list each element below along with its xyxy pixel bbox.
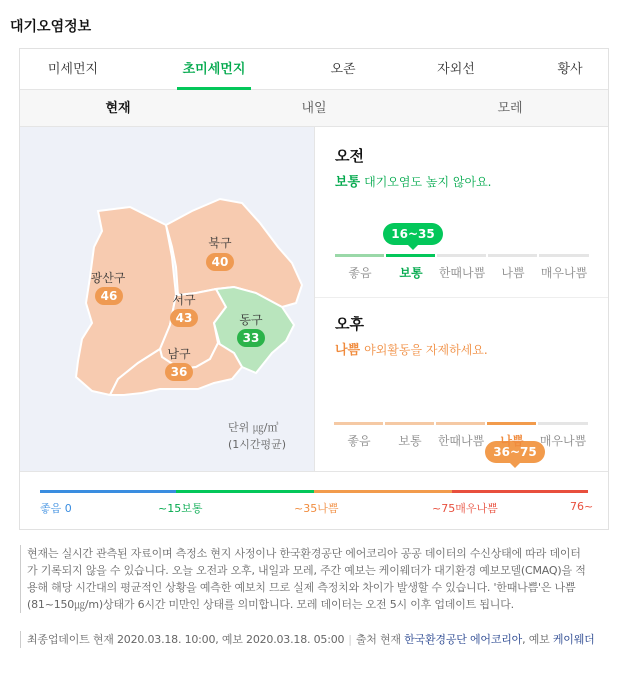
legend-label-bad: ~35나쁨 — [294, 502, 339, 515]
pm-status-line — [335, 339, 488, 358]
unit-average-label: (1시간평균) — [228, 438, 287, 451]
district-value-nam: 36 — [165, 363, 193, 381]
legend-label-max: 76~ — [570, 500, 594, 513]
legend-label-normal: ~15보통 — [158, 502, 203, 515]
am-label-brief-bad: 한때나쁨 — [438, 266, 486, 280]
am-scale — [335, 254, 589, 284]
am-label-normal: 보통 — [399, 266, 423, 280]
pm-seg-bad — [487, 422, 536, 425]
am-pm-divider — [315, 297, 608, 298]
pm-range-pill: 36~75 — [485, 441, 545, 463]
time-subtabs — [20, 90, 608, 127]
pm-seg-very-bad — [538, 422, 588, 425]
district-value-buk: 40 — [206, 253, 234, 271]
source-mid: , 예보 — [522, 633, 550, 646]
page-title: 대기오염정보 — [10, 19, 92, 35]
district-name-buk: 북구 — [208, 236, 232, 250]
source-link-airkorea[interactable]: 한국환경공단 에어코리아 — [404, 633, 523, 646]
pm-status-desc: 야외활동을 자제하세요. — [364, 343, 488, 357]
pm-seg-good — [334, 422, 383, 425]
source-prefix: 출처 현재 — [355, 633, 401, 646]
district-value-dong: 33 — [237, 329, 265, 347]
am-label-very-bad: 매우나쁨 — [540, 266, 588, 280]
district-name-gwangsan: 광산구 — [90, 271, 126, 285]
subtab-tomorrow[interactable]: 내일 — [301, 101, 327, 116]
concentration-legend — [20, 471, 608, 529]
legend-bar-good — [40, 490, 176, 493]
am-range-pill: 16~35 — [383, 223, 443, 245]
am-period-title: 오전 — [335, 147, 364, 165]
district-name-seo: 서구 — [172, 293, 196, 307]
source-separator: | — [348, 633, 352, 646]
pm-label-normal: 보통 — [398, 434, 422, 448]
legend-bar-bad — [314, 490, 452, 493]
district-value-gwangsan: 46 — [95, 287, 123, 305]
pm-label-good: 좋음 — [347, 434, 371, 448]
district-map — [20, 127, 314, 471]
am-seg-bad — [488, 254, 537, 257]
tab-yellow-dust[interactable]: 황사 — [557, 62, 583, 77]
am-label-bad: 나쁨 — [501, 266, 525, 280]
district-name-dong: 동구 — [239, 313, 263, 327]
am-status-word: 보통 — [335, 175, 361, 190]
pm-seg-brief-bad — [436, 422, 485, 425]
pm-label-very-bad: 매우나쁨 — [539, 434, 587, 448]
pm-scale-bar — [334, 422, 588, 452]
legend-label-good: 좋음 0 — [40, 502, 72, 515]
tab-uv[interactable]: 자외선 — [437, 62, 475, 77]
pm-seg-normal — [385, 422, 434, 425]
unit-label: 단위 ㎍/㎥ — [228, 421, 279, 434]
air-quality-card — [19, 48, 609, 530]
legend-bar-very-bad — [452, 490, 588, 493]
source-link-kweather[interactable]: 케이웨더 — [552, 633, 595, 646]
subtab-day-after[interactable]: 모레 — [497, 101, 523, 116]
pm-status-word: 나쁨 — [335, 343, 361, 358]
district-value-seo: 43 — [170, 309, 198, 327]
pm-label-bad: 나쁨 — [500, 434, 524, 448]
pollutant-tabs — [20, 49, 608, 90]
legend-bar-normal — [176, 490, 314, 493]
district-name-nam: 남구 — [167, 347, 191, 361]
subtab-now[interactable]: 현재 — [105, 101, 131, 116]
update-time: 최종업데이트 현재 2020.03.18. 10:00, 예보 2020.03.18. 05:00 — [27, 633, 345, 646]
data-notice: 현재는 실시간 관측된 자료이며 측정소 현지 사정이나 한국환경공단 에어코리아 공공 데이터의 수신상태에 따라 데이터가 기록되지 않을 수 있습니다. 오늘 오전과 오후, 내일과 모레, 주간 예보는 케이웨더가 대기환경 예보모델(CMAQ)을 적용해 해당 시간대의 평균적인 상황을 예측한 예보치 므로 실제 측정치와 차이가 발생할 수 있습니다. '한때나쁨'은 나쁨(81~150㎍/m)상태가 6시간 미만인 상태를 의미합니다. 모레 데이터는 오전 5시 이후 업데이트 됩니다. — [20, 545, 590, 613]
unit-note — [228, 419, 286, 453]
legend-label-very-bad: ~75매우나쁨 — [432, 502, 498, 515]
pm-period-title: 오후 — [335, 315, 364, 333]
tab-ultrafine-dust[interactable]: 초미세먼지 — [182, 62, 246, 77]
am-status-line — [335, 171, 492, 190]
am-seg-very-bad — [539, 254, 589, 257]
am-seg-normal — [386, 254, 435, 257]
tab-ozone[interactable]: 오존 — [330, 62, 356, 77]
tab-fine-dust[interactable]: 미세먼지 — [47, 62, 99, 77]
forecast-panel — [314, 127, 608, 471]
pm-label-brief-bad: 한때나쁨 — [437, 434, 485, 448]
am-seg-brief-bad — [437, 254, 486, 257]
update-and-source — [20, 631, 595, 648]
am-seg-good — [335, 254, 384, 257]
am-label-good: 좋음 — [348, 266, 372, 280]
am-status-desc: 대기오염도 높지 않아요. — [364, 175, 492, 189]
